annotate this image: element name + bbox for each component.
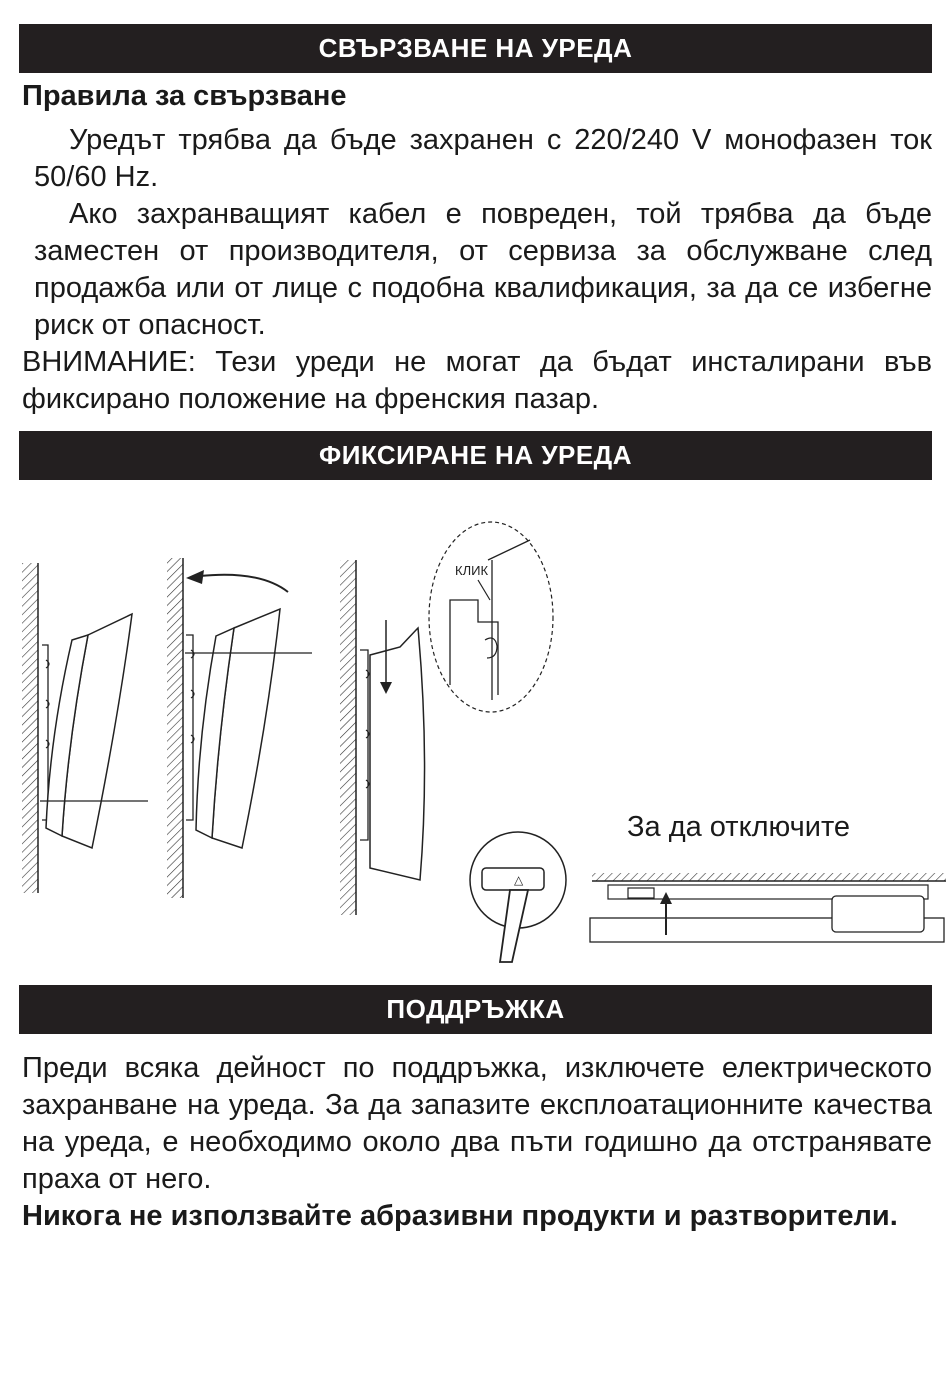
paragraph-power-supply: Уредът трябва да бъде захранен с 220/240 V монофазен ток 50/60 Hz.: [34, 124, 932, 193]
section-title-maintenance: ПОДДРЪЖКА: [19, 985, 932, 1034]
mounting-diagram: [0, 500, 950, 980]
screwdriver-detail: [470, 832, 566, 962]
paragraph-warning-france: ВНИМАНИЕ: Тези уреди не могат да бъдат инсталирани във фиксирано положение на френския пазар.: [22, 346, 932, 415]
paragraph-maintenance-warning: Никога не използвайте абразивни продукти и разтворители.: [22, 1200, 898, 1232]
paragraph-cable-damage: Ако захранващият кабел е повреден, той трябва да бъде заместен от производителя, от сервиза за обслужване след продажба или от лице с подобна квалификация, за да се избегне риск от опасност.: [34, 198, 932, 341]
svg-text:△: △: [514, 873, 524, 887]
click-label: КЛИК: [455, 563, 489, 578]
click-detail: [429, 522, 553, 712]
step-3-diagram: [340, 560, 425, 915]
step-1-diagram: [22, 563, 148, 893]
paragraph-maintenance: Преди всяка дейност по поддръжка, изключете електрическото захранване на уреда. За да запазите експлоатационните качества на уреда, е необходимо около два пъти годишно да отстранявате праха от него.: [22, 1052, 932, 1195]
latch-diagram: [590, 873, 946, 942]
unlock-label: За да отключите: [627, 811, 851, 843]
section-title-fixing: ФИКСИРАНЕ НА УРЕДА: [19, 431, 932, 480]
section-title-connection: СВЪРЗВАНЕ НА УРЕДА: [19, 24, 932, 73]
subtitle-connection-rules: Правила за свързване: [22, 80, 347, 112]
step-2-diagram: [167, 558, 312, 898]
rotate-arrow-icon: [200, 575, 288, 592]
